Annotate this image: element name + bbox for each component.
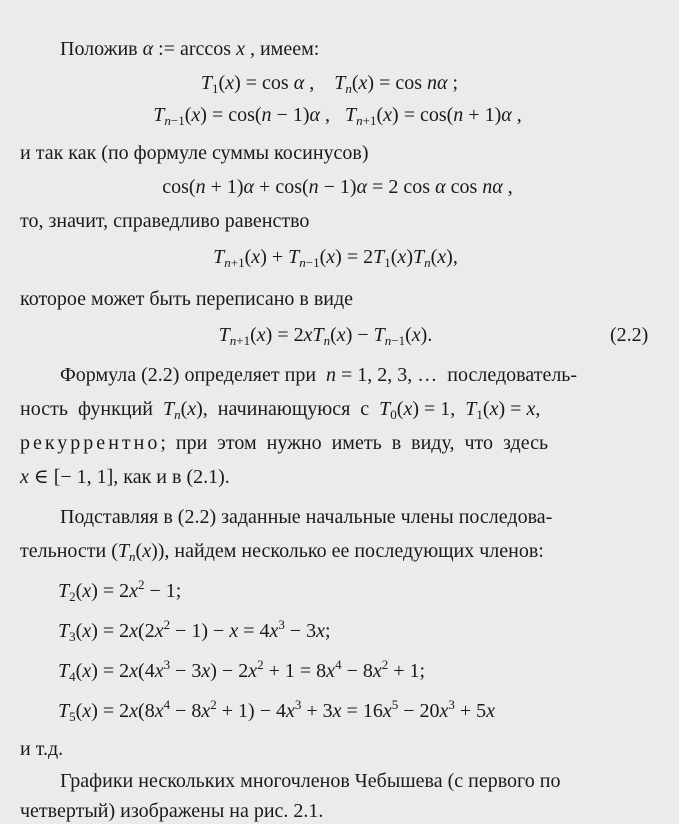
text-line: которое может быть переписано в виде	[20, 288, 354, 310]
equation-number: (2.2)	[610, 324, 649, 346]
text-line: Положив α := arccos x , имеем:	[60, 38, 320, 60]
text-line: тельности $(T_n(x))$, найдем несколько ее последующих членов:	[20, 540, 544, 564]
text-line: Подставляя в (2.2) заданные начальные члены последова-	[60, 506, 553, 528]
equation: $T_5(x) = 2x(8x^4 - 8x^2 + 1) - 4x^3 + 3x = 16x^5 - 20x^3 + 5x$	[58, 697, 496, 724]
equation: $T_{n+1}(x) + T_{n-1}(x) = 2T_1(x)T_n(x)$,	[213, 246, 458, 270]
equation: $T_{n-1}(x) = \cos(n - 1)\alpha$ , $T_{n+1}(x) = \cos(n + 1)\alpha$ ,	[153, 104, 522, 128]
equation: $T_{n+1}(x) = 2xT_n(x) - T_{n-1}(x)$.	[218, 324, 433, 348]
text-line: x ∈ [− 1, 1], как и в (2.1).	[20, 466, 230, 488]
text-line: Графики нескольких многочленов Чебышева (с первого по	[60, 770, 561, 792]
equation: cos(n + 1)α + cos(n − 1)α = 2 cos α cos nα ,	[162, 176, 513, 198]
equation: $T_3(x) = 2x(2x^2 - 1) - x = 4x^3 - 3x$;	[58, 617, 331, 644]
text-line: четвертый) изображены на рис. 2.1.	[20, 800, 324, 822]
text-line: и так как (по формуле суммы косинусов)	[20, 142, 369, 164]
text-line: и т.д.	[20, 738, 64, 760]
text-line: то, значит, справедливо равенство	[20, 210, 310, 232]
text-line: рекуррентно; при этом нужно иметь в виду, что здесь	[20, 432, 549, 454]
equation: $T_2(x) = 2x^2 - 1$;	[58, 577, 182, 604]
equation: $T_4(x) = 2x(4x^3 - 3x) - 2x^2 + 1 = 8x^4 - 8x^2 + 1$;	[58, 657, 426, 684]
equation: $T_1(x) = \cos \alpha$ , $T_n(x) = \cos n\alpha$ ;	[200, 72, 459, 96]
text-line: Формула (2.2) определяет при n = 1, 2, 3, … последователь-	[60, 364, 578, 386]
text-line: ность функций $T_n(x)$, начинающуюся с $T_0(x) = 1$, $T_1(x) = x$,	[20, 398, 541, 422]
